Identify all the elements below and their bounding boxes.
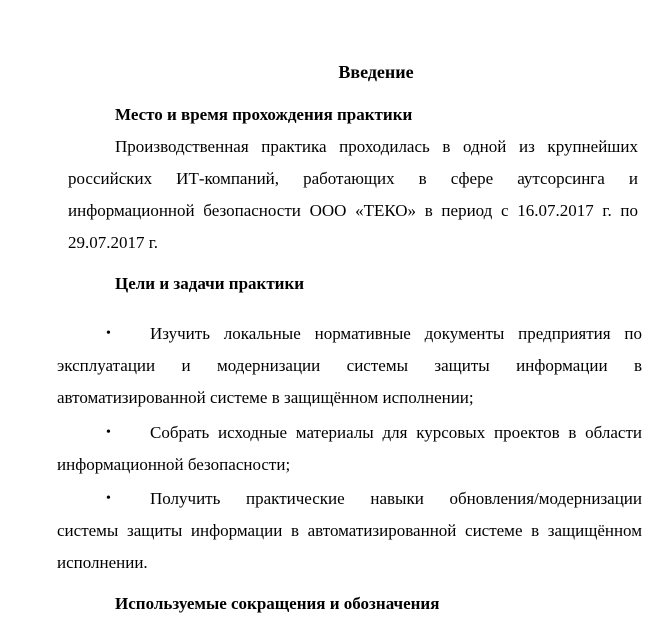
- section-heading-abbreviations: Используемые сокращения и обозначения: [115, 594, 440, 613]
- list-item: [57, 483, 642, 579]
- section-paragraph-practice-place-time: Производственная практика проходилась в одной из крупнейших российских ИТ-компаний, работающих в сфере аутсорсинга и информационной безопасности ООО «ТЕКО» в период с 16.07.2017 г. по 29.07.2017 г.: [68, 137, 638, 252]
- list-item: [57, 417, 642, 481]
- bullet-icon: •: [106, 491, 111, 506]
- list-item: [57, 318, 642, 414]
- list-item-text: Получить практические навыки обновления/модернизации системы защиты информации в автоматизированной системе в защищённом исполнении.: [57, 489, 642, 572]
- bullet-icon: •: [106, 326, 111, 341]
- page-title: Введение: [338, 62, 414, 82]
- section-heading-goals-tasks: Цели и задачи практики: [115, 274, 305, 293]
- list-item-text: Собрать исходные материалы для курсовых проектов в области информационной безопасности;: [57, 423, 642, 474]
- section-heading-practice-place-time: Место и время прохождения практики: [115, 105, 413, 124]
- list-item-text: Изучить локальные нормативные документы предприятия по эксплуатации и модернизации системы защиты информации в автоматизированной системе в защищённом исполнении;: [57, 324, 642, 407]
- bullet-icon: •: [106, 425, 111, 440]
